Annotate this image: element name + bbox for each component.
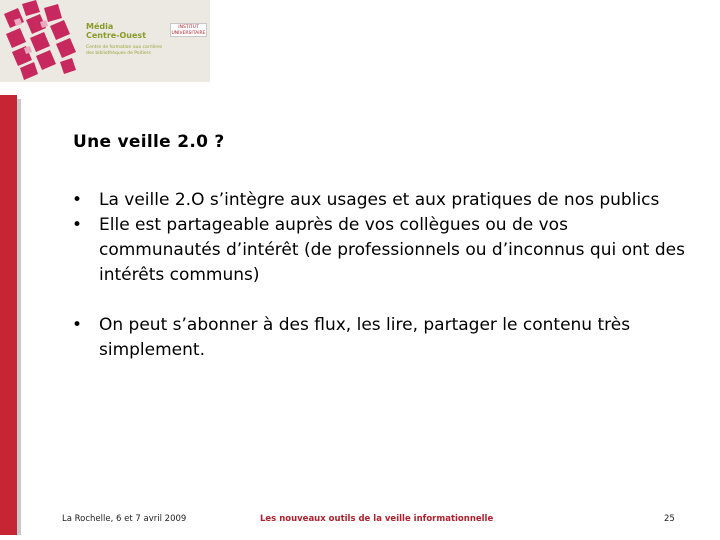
institut-badge: INSTITUT UNIVERSITAIRE (171, 25, 206, 36)
bullet-item (72, 313, 692, 363)
bullet-marker: • (72, 190, 83, 210)
logo-title (86, 22, 146, 40)
mosaic-logo-icon (0, 0, 80, 82)
bullet-item (72, 213, 692, 288)
bullet-text: On peut s’abonner à des flux, les lire, partager le contenu très simplement. (99, 315, 631, 360)
bullet-list (72, 188, 692, 363)
logo-subtitle: Centre de formation aux carrières des bibliothèques de Poitiers (86, 45, 163, 56)
footer-page-number: 25 (664, 514, 675, 524)
bullet-text: Elle est partageable auprès de vos collègues ou de vos communautés d’intérêt (de professionnels ou d’inconnus qui ont des intérêts communs) (99, 215, 685, 285)
bullet-item (72, 188, 692, 213)
bullet-marker: • (72, 315, 83, 335)
bullet-text: La veille 2.O s’intègre aux usages et aux pratiques de nos publics (99, 190, 660, 210)
slide-title: Une veille 2.0 ? (73, 132, 225, 152)
logo-title-line1: Média (86, 22, 114, 31)
bullet-marker: • (72, 215, 83, 235)
side-accent-bar-shadow (17, 99, 21, 535)
header-logo (0, 0, 210, 82)
logo-title-line2: Centre-Ouest (86, 31, 147, 40)
footer-presentation-title: Les nouveaux outils de la veille informationnelle (260, 514, 494, 524)
footer-date-location: La Rochelle, 6 et 7 avril 2009 (62, 514, 187, 524)
side-accent-bar (0, 95, 17, 535)
